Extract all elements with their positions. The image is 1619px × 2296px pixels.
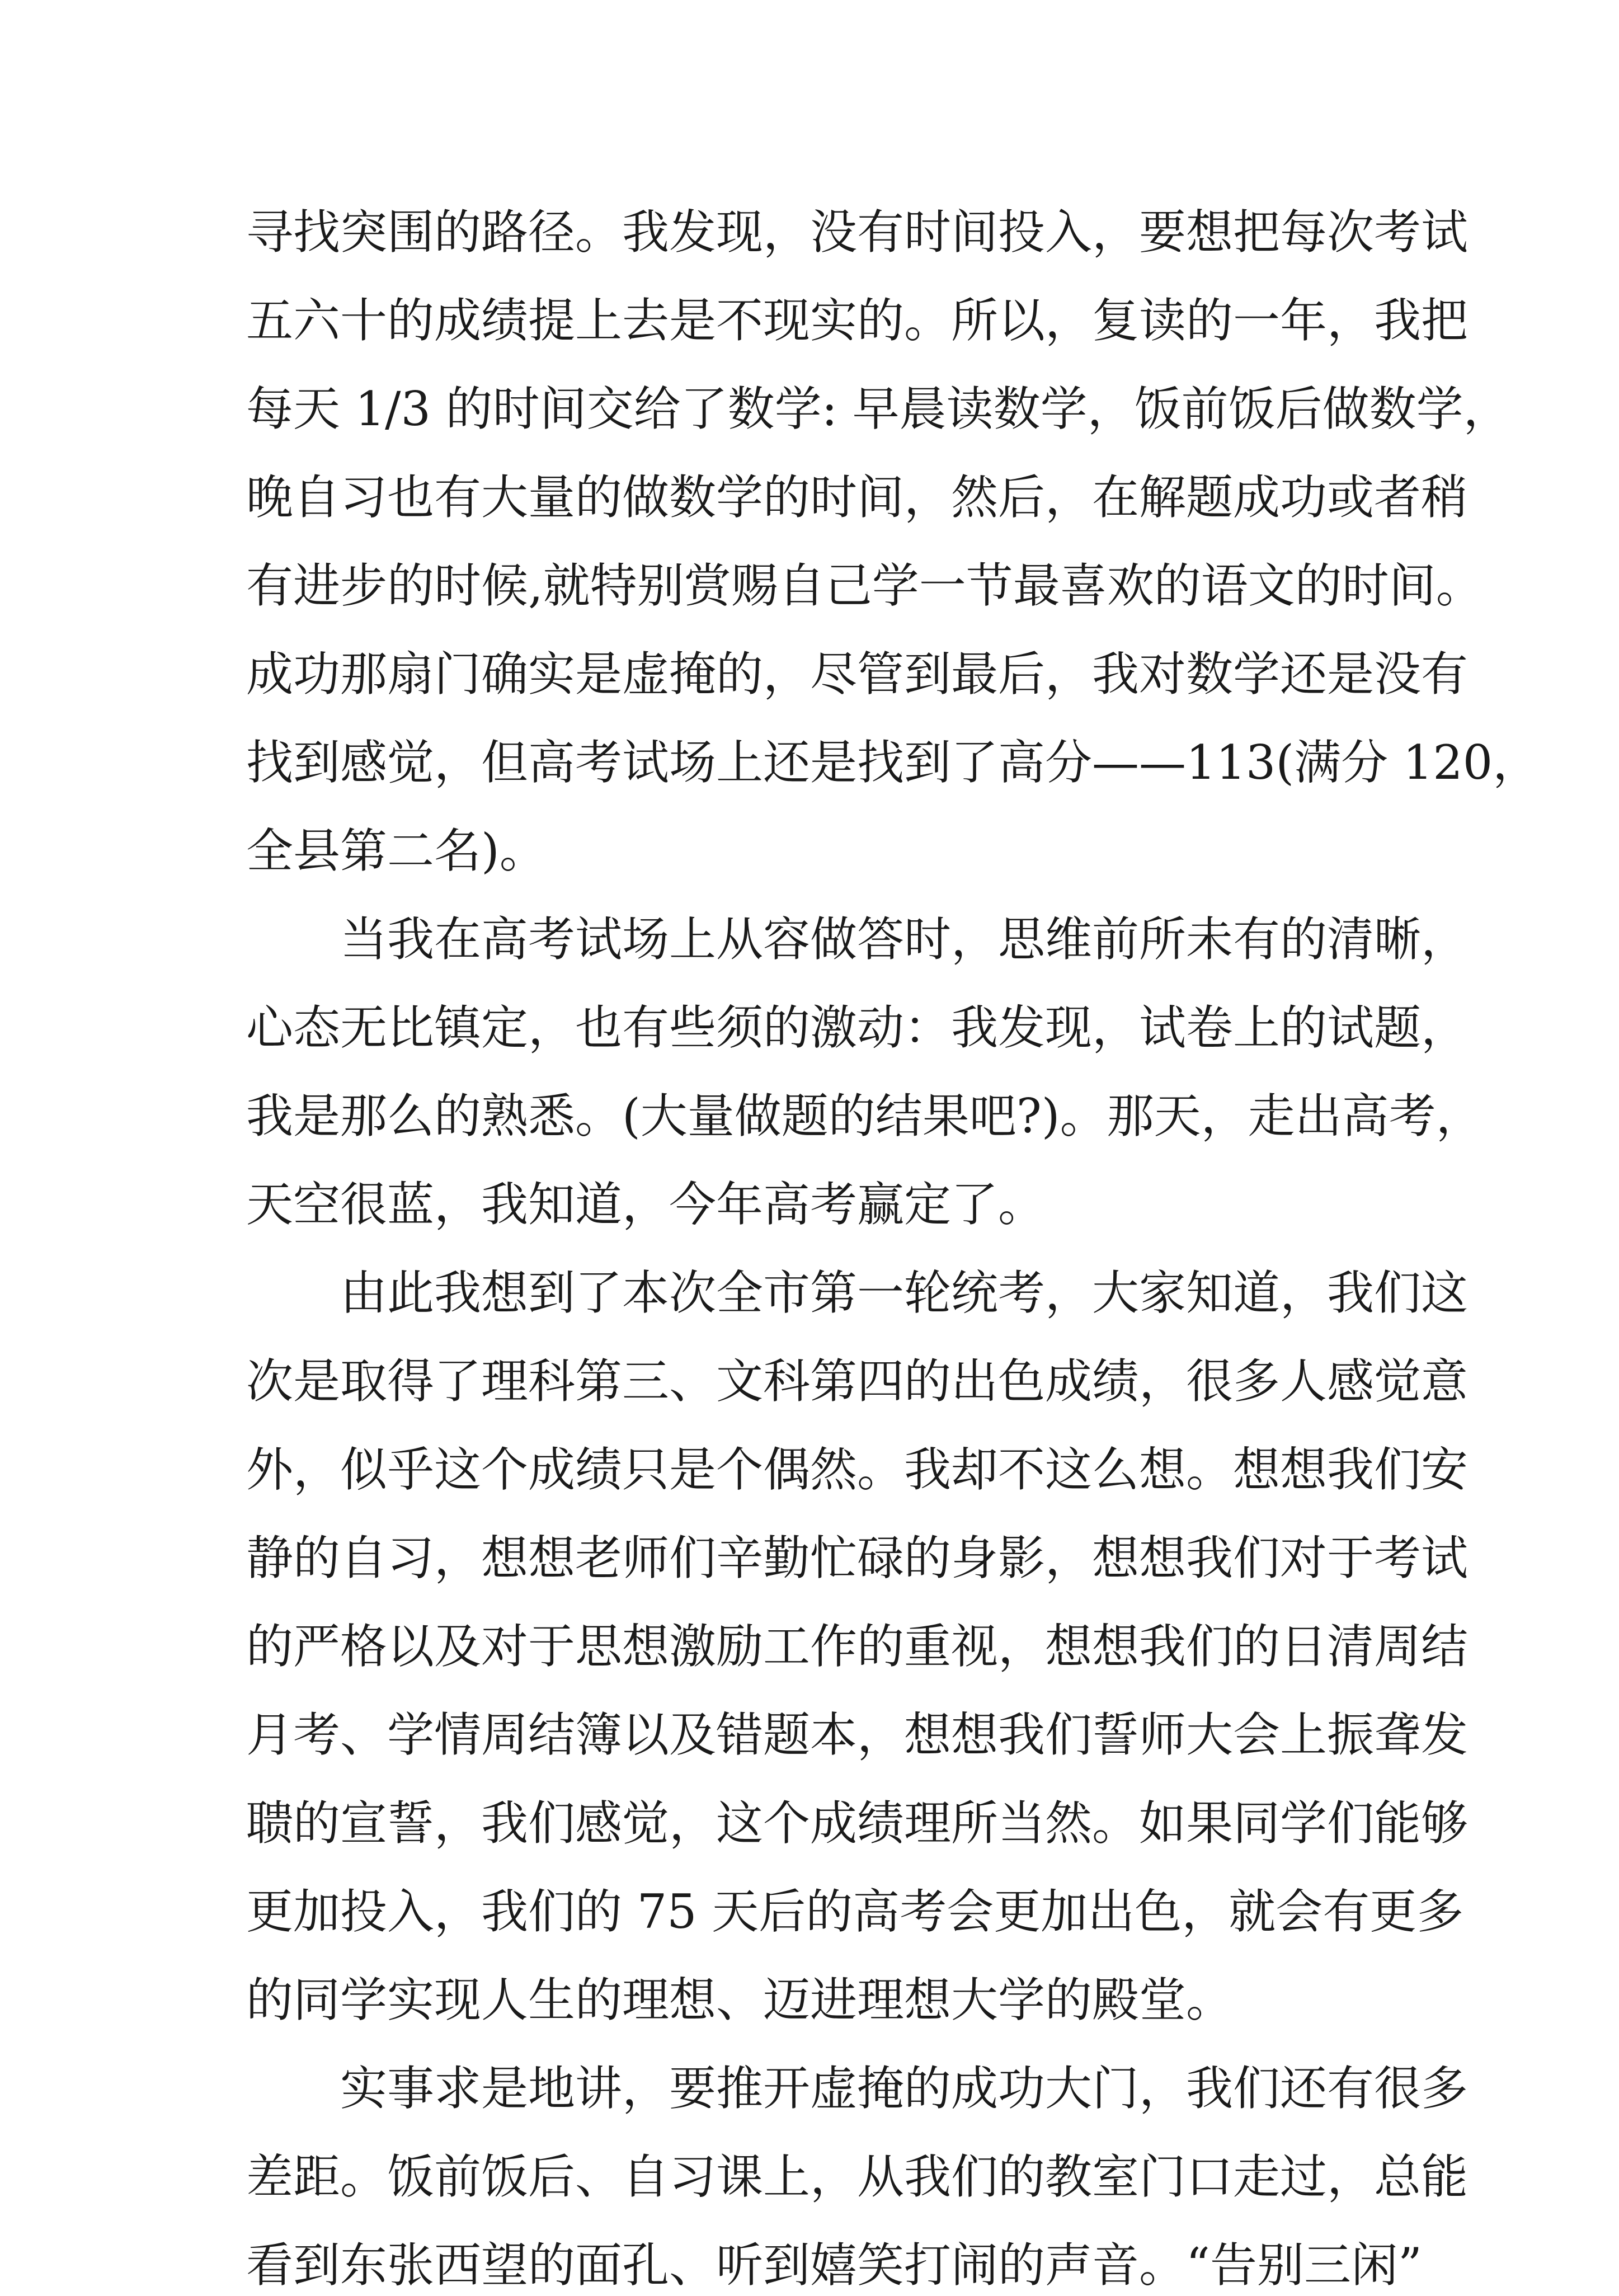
text-line: 次是取得了理科第三、文科第四的出色成绩，很多人感觉意 <box>246 1354 1469 1409</box>
text-line: 心态无比镇定，也有些须的激动：我发现，试卷上的试题， <box>246 1000 1469 1055</box>
text-line: 的严格以及对于思想激励工作的重视，想想我们的日清周结 <box>246 1619 1469 1674</box>
text-line: 实事求是地讲，要推开虚掩的成功大门，我们还有很多 <box>340 2061 1469 2116</box>
text-line: 的同学实现人生的理想、迈进理想大学的殿堂。 <box>246 1973 1234 2027</box>
text-line: 每天 1/3 的时间交给了数学: 早晨读数学，饭前饭后做数学， <box>246 382 1510 436</box>
text-line: 晚自习也有大量的做数学的时间，然后，在解题成功或者稍 <box>246 470 1469 525</box>
text-line: 成功那扇门确实是虚掩的，尽管到最后，我对数学还是没有 <box>246 647 1469 702</box>
text-line: 天空很蓝，我知道，今年高考赢定了。 <box>246 1177 1046 1232</box>
text-line: 更加投入，我们的 75 天后的高考会更加出色，就会有更多 <box>246 1884 1464 1939</box>
text-line: 当我在高考试场上从容做答时，思维前所未有的清晰， <box>340 912 1469 967</box>
text-line: 月考、学情周结簿以及错题本，想想我们誓师大会上振聋发 <box>246 1707 1469 1762</box>
text-line: 寻找突围的路径。我发现，没有时间投入，要想把每次考试 <box>246 205 1469 260</box>
text-line: 全县第二名)。 <box>246 824 547 878</box>
text-line: 看到东张西望的面孔、听到嬉笑打闹的声音。“告别三闲” <box>246 2238 1422 2293</box>
text-line: 找到感觉，但高考试场上还是找到了高分——113(满分 120， <box>246 735 1540 790</box>
text-line: 差距。饭前饭后、自习课上，从我们的教室门口走过，总能 <box>246 2149 1469 2204</box>
text-line: 五六十的成绩提上去是不现实的。所以，复读的一年，我把 <box>246 293 1469 348</box>
text-line: 聩的宣誓，我们感觉，这个成绩理所当然。如果同学们能够 <box>246 1796 1469 1851</box>
text-line: 静的自习，想想老师们辛勤忙碌的身影，想想我们对于考试 <box>246 1531 1469 1585</box>
text-line: 我是那么的熟悉。(大量做题的结果吧?)。那天，走出高考， <box>246 1089 1483 1144</box>
text-line: 外，似乎这个成绩只是个偶然。我却不这么想。想想我们安 <box>246 1442 1469 1497</box>
text-line: 由此我想到了本次全市第一轮统考，大家知道，我们这 <box>340 1265 1469 1320</box>
text-line: 有进步的时候,就特别赏赐自己学一节最喜欢的语文的时间。 <box>246 558 1483 613</box>
